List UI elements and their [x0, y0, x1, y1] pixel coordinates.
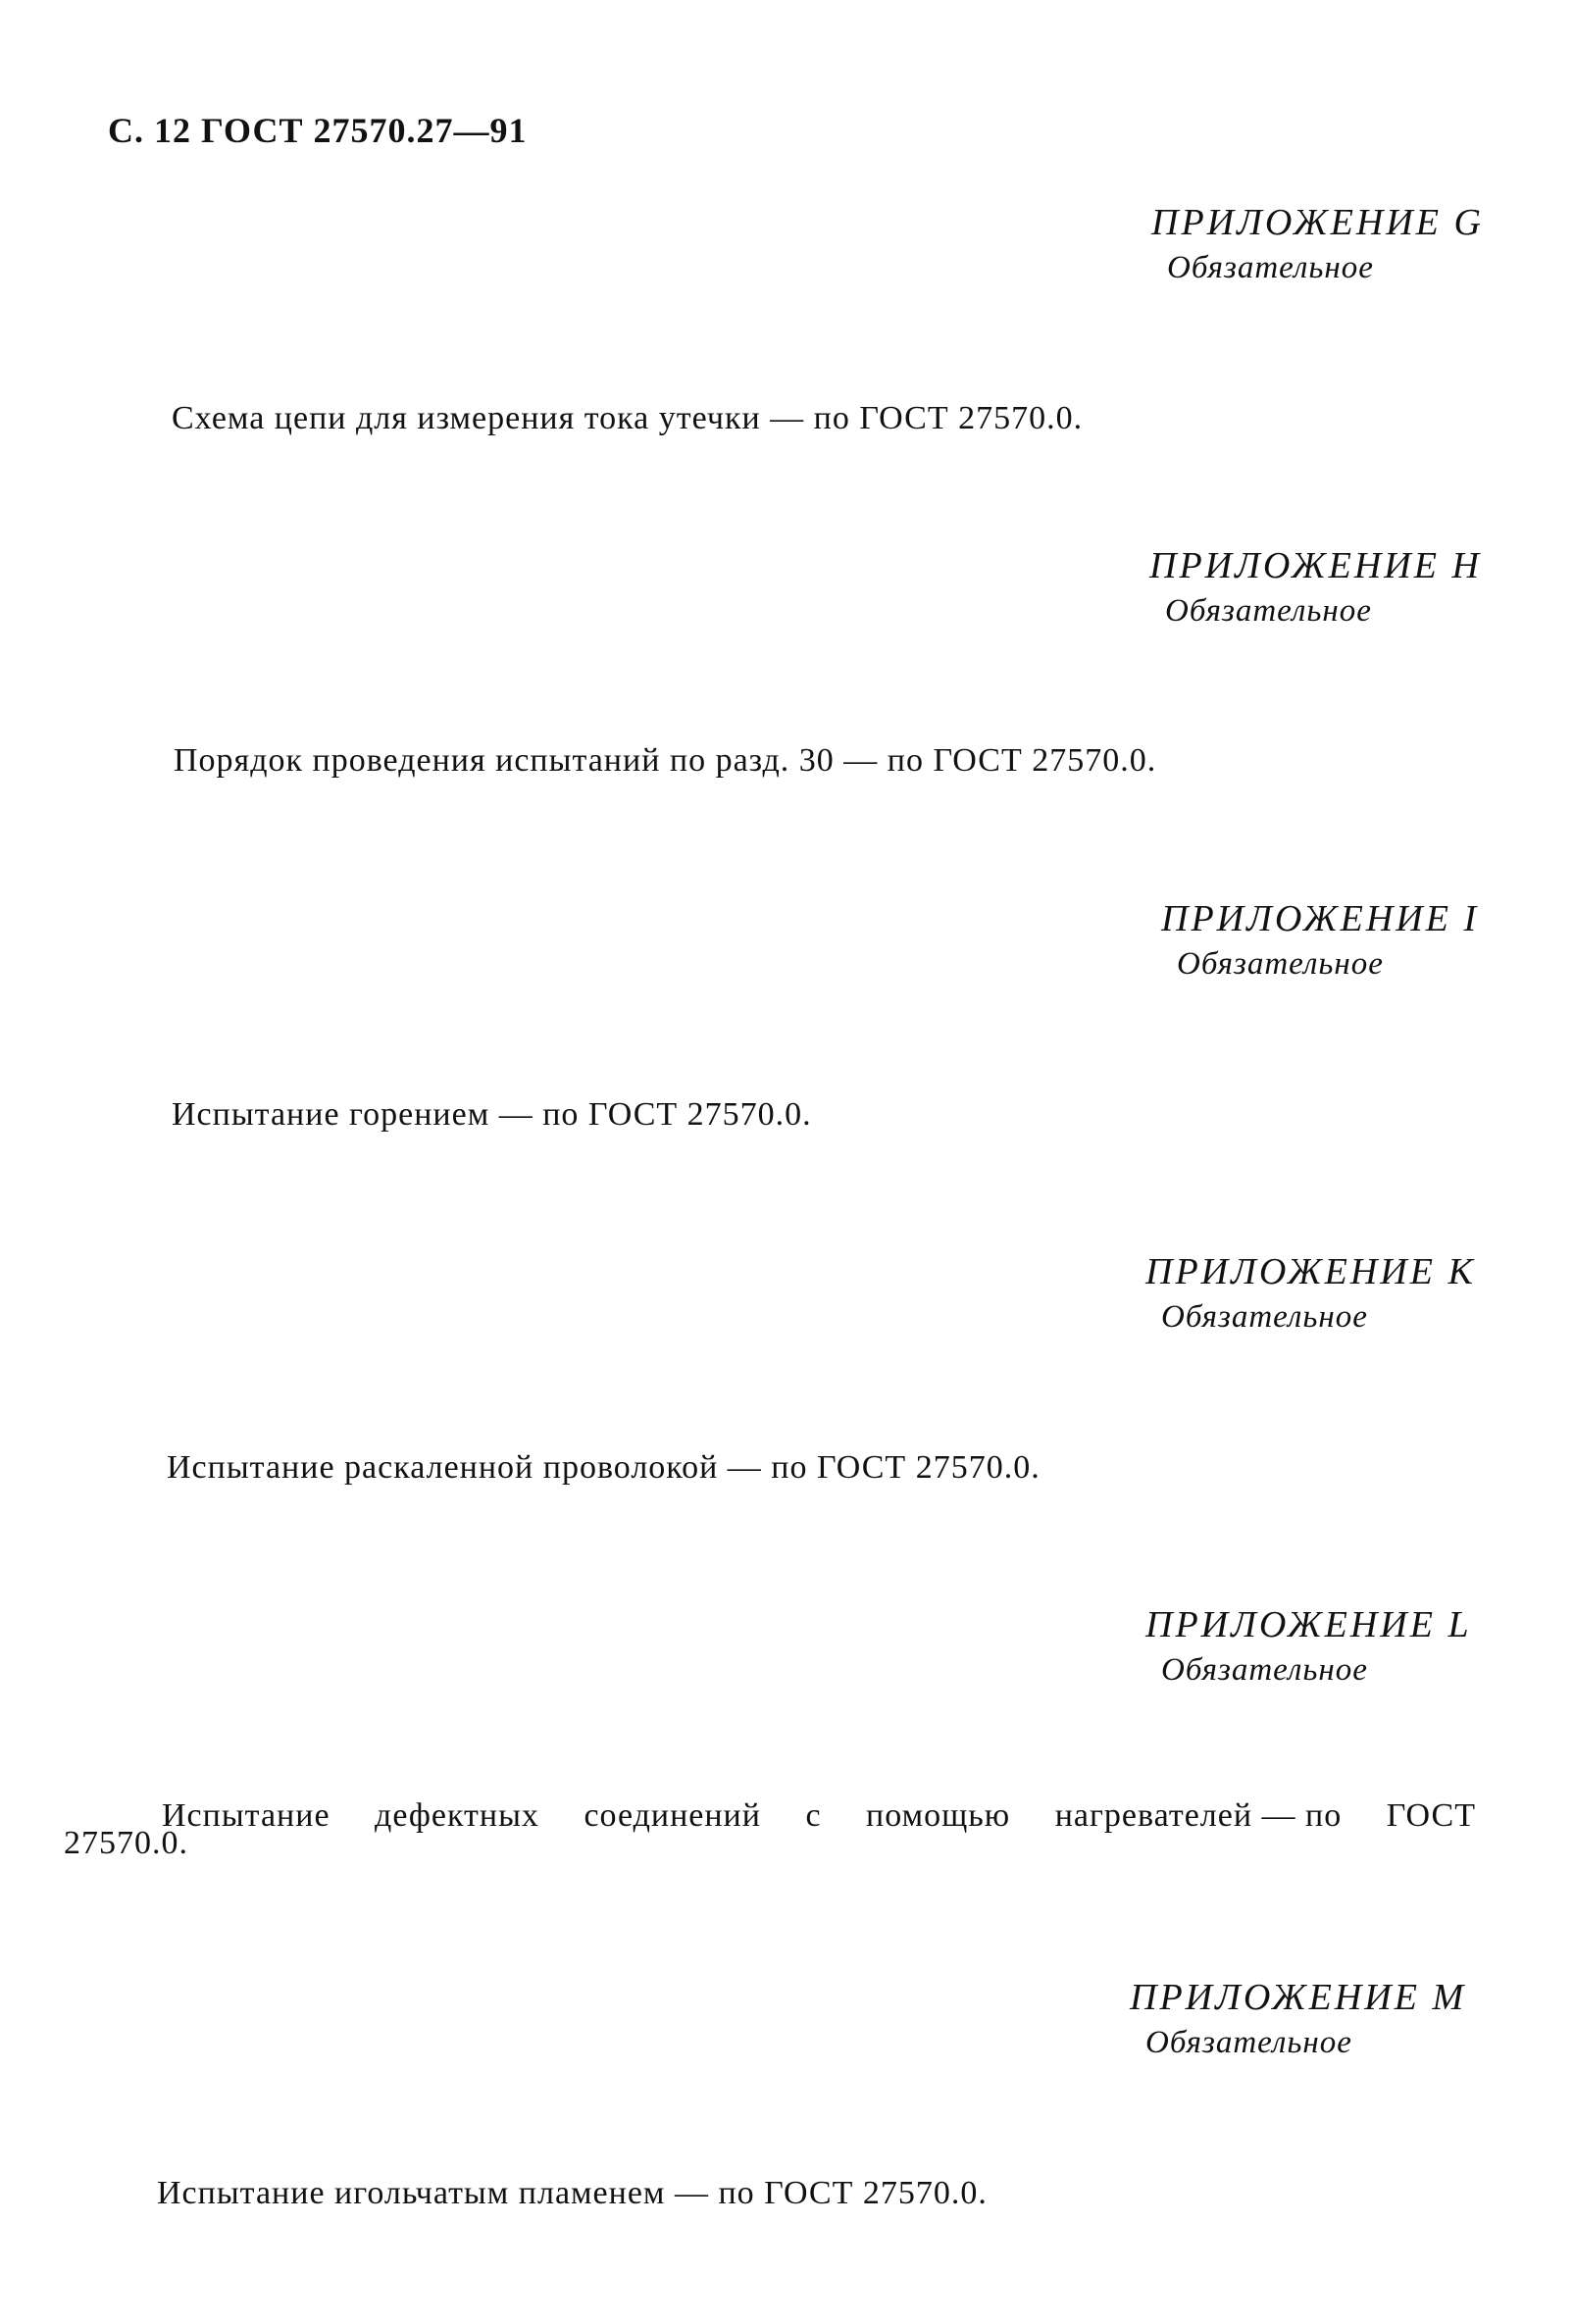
appendix-l-heading — [1145, 1603, 1472, 1689]
word: помощью — [866, 1797, 1011, 1834]
paragraph-line: 27570.0. — [64, 1825, 188, 1861]
appendix-status: Обязательное — [1161, 1299, 1368, 1335]
appendix-title: ПРИЛОЖЕНИЕ L — [1145, 1604, 1472, 1645]
appendix-g-heading — [1151, 201, 1484, 286]
appendix-h-text: Порядок проведения испытаний по разд. 30 — по ГОСТ 27570.0. — [174, 742, 1157, 779]
appendix-title: ПРИЛОЖЕНИЕ I — [1161, 898, 1480, 939]
appendix-status: Обязательное — [1145, 2025, 1352, 2060]
word: с — [805, 1797, 822, 1834]
appendix-k-text: Испытание раскаленной проволокой — по ГОСТ 27570.0. — [167, 1449, 1041, 1486]
appendix-h-heading — [1149, 544, 1482, 630]
appendix-l-text — [64, 1797, 1476, 1861]
appendix-i-text: Испытание горением — по ГОСТ 27570.0. — [172, 1096, 812, 1133]
appendix-i-heading — [1161, 897, 1479, 983]
appendix-status: Обязательное — [1161, 1652, 1368, 1688]
word: Испытание — [162, 1797, 330, 1834]
word: нагревателей — по — [1054, 1797, 1343, 1834]
paragraph-line — [162, 1797, 1476, 1834]
appendix-title: ПРИЛОЖЕНИЕ H — [1149, 545, 1482, 586]
page-header: С. 12 ГОСТ 27570.27—91 — [108, 111, 528, 150]
appendix-g-text: Схема цепи для измерения тока утечки — по ГОСТ 27570.0. — [172, 400, 1084, 436]
appendix-title: ПРИЛОЖЕНИЕ K — [1145, 1251, 1476, 1292]
appendix-status: Обязательное — [1167, 250, 1374, 285]
word: соединений — [584, 1797, 761, 1834]
word: дефектных — [375, 1797, 539, 1834]
appendix-m-heading — [1130, 1976, 1466, 2061]
word: ГОСТ — [1386, 1797, 1476, 1834]
appendix-status: Обязательное — [1165, 593, 1372, 629]
appendix-m-text: Испытание игольчатым пламенем — по ГОСТ 27570.0. — [157, 2175, 988, 2211]
appendix-title: ПРИЛОЖЕНИЕ G — [1151, 202, 1484, 243]
appendix-status: Обязательное — [1177, 946, 1384, 982]
appendix-title: ПРИЛОЖЕНИЕ M — [1130, 1977, 1467, 2018]
appendix-k-heading — [1145, 1250, 1476, 1336]
